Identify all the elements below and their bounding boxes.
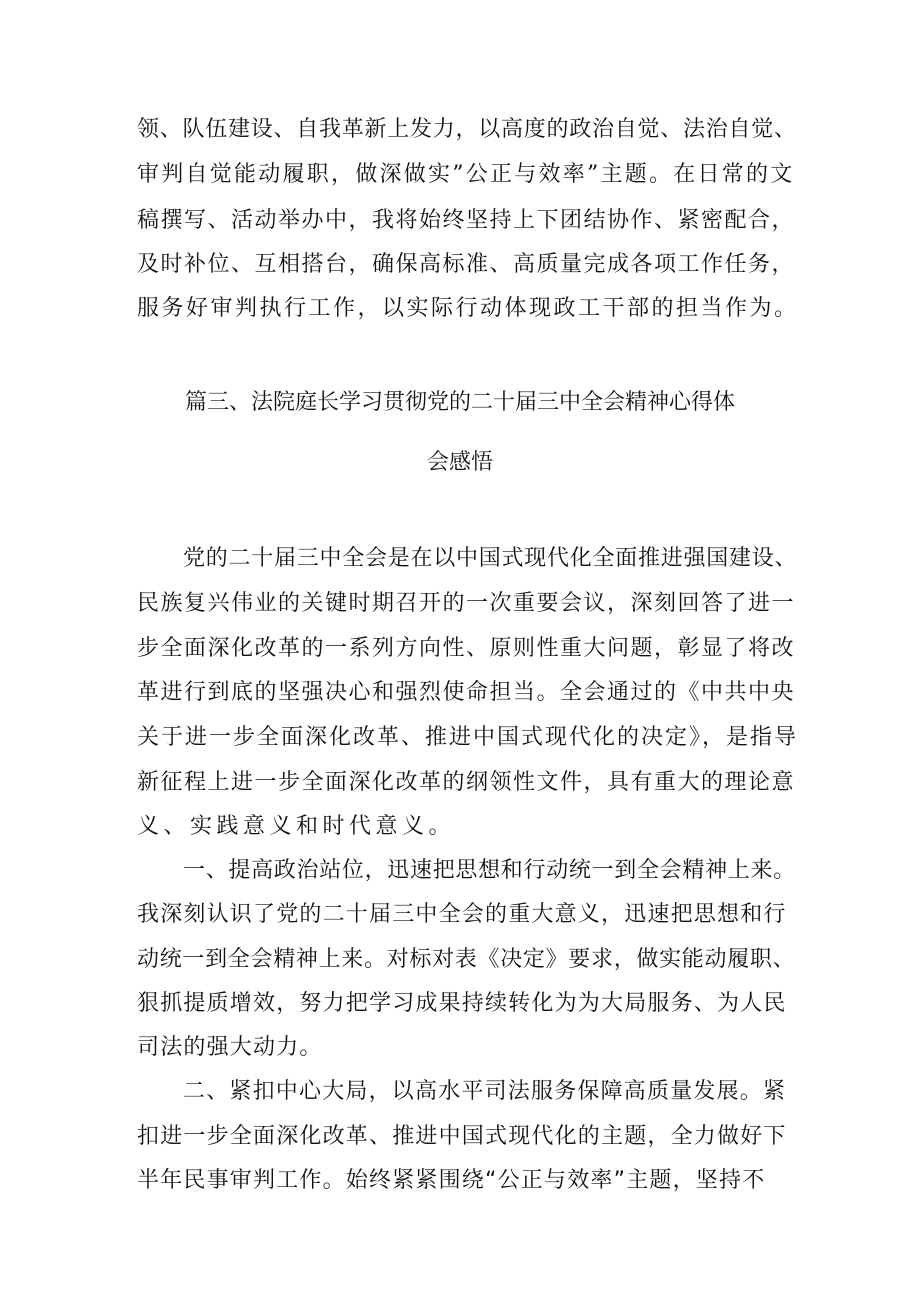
section-title-line: 篇三、法院庭长学习贯彻党的二十届三中全会精神心得体 [184, 390, 735, 415]
text-line: 服务好审判执行工作，以实际行动体现政工干部的担当作为。 [137, 296, 799, 321]
text-line: 二、紧扣中心大局，以高水平司法服务保障高质量发展。紧 [183, 1079, 787, 1104]
text-line: 党的二十届三中全会是在以中国式现代化全面推进强国建设、 [183, 546, 798, 571]
section-title-line: 会感悟 [426, 450, 493, 475]
text-line: 半年民事审判工作。始终紧紧围绕“公正与效率”主题，坚持不 [137, 1168, 766, 1193]
text-line: 审判自觉能动履职，做深做实”公正与效率”主题。在日常的文 [137, 162, 795, 187]
text-line: 司法的强大动力。 [137, 1035, 323, 1060]
text-line: 我深刻认识了党的二十届三中全会的重大意义，迅速把思想和行 [137, 902, 787, 927]
text-line: 动统一到全会精神上来。对标对表《决定》要求，做实能动履职、 [137, 947, 796, 972]
text-line: 稿撰写、活动举办中，我将始终坚持上下团结协作、紧密配合， [137, 208, 796, 233]
text-line: 领、队伍建设、自我革新上发力，以高度的政治自觉、法治自觉、 [137, 117, 797, 142]
text-line: 革进行到底的坚强决心和强烈使命担当。全会通过的《中共中央 [137, 680, 796, 705]
text-line: 一、提高政治站位，迅速把思想和行动统一到全会精神上来。 [183, 858, 796, 883]
text-line: 狠抓提质增效，努力把学习成果持续转化为为大局服务、为人民 [137, 991, 787, 1016]
text-line: 义、实践意义和时代意义。 [137, 814, 456, 839]
text-line: 步全面深化改革的一系列方向性、原则性重大问题，彰显了将改 [137, 636, 796, 661]
text-line: 关于进一步全面深化改革、推进中国式现代化的决定》，是指导 [137, 725, 799, 750]
text-line: 民族复兴伟业的关键时期召开的一次重要会议，深刻回答了进一 [137, 591, 796, 616]
text-line: 新征程上进一步全面深化改革的纲领性文件，具有重大的理论意 [137, 770, 796, 795]
text-line: 扣进一步全面深化改革、推进中国式现代化的主题，全力做好下 [137, 1124, 787, 1149]
text-line: 及时补位、互相搭台，确保高标准、高质量完成各项工作任务， [137, 252, 796, 277]
